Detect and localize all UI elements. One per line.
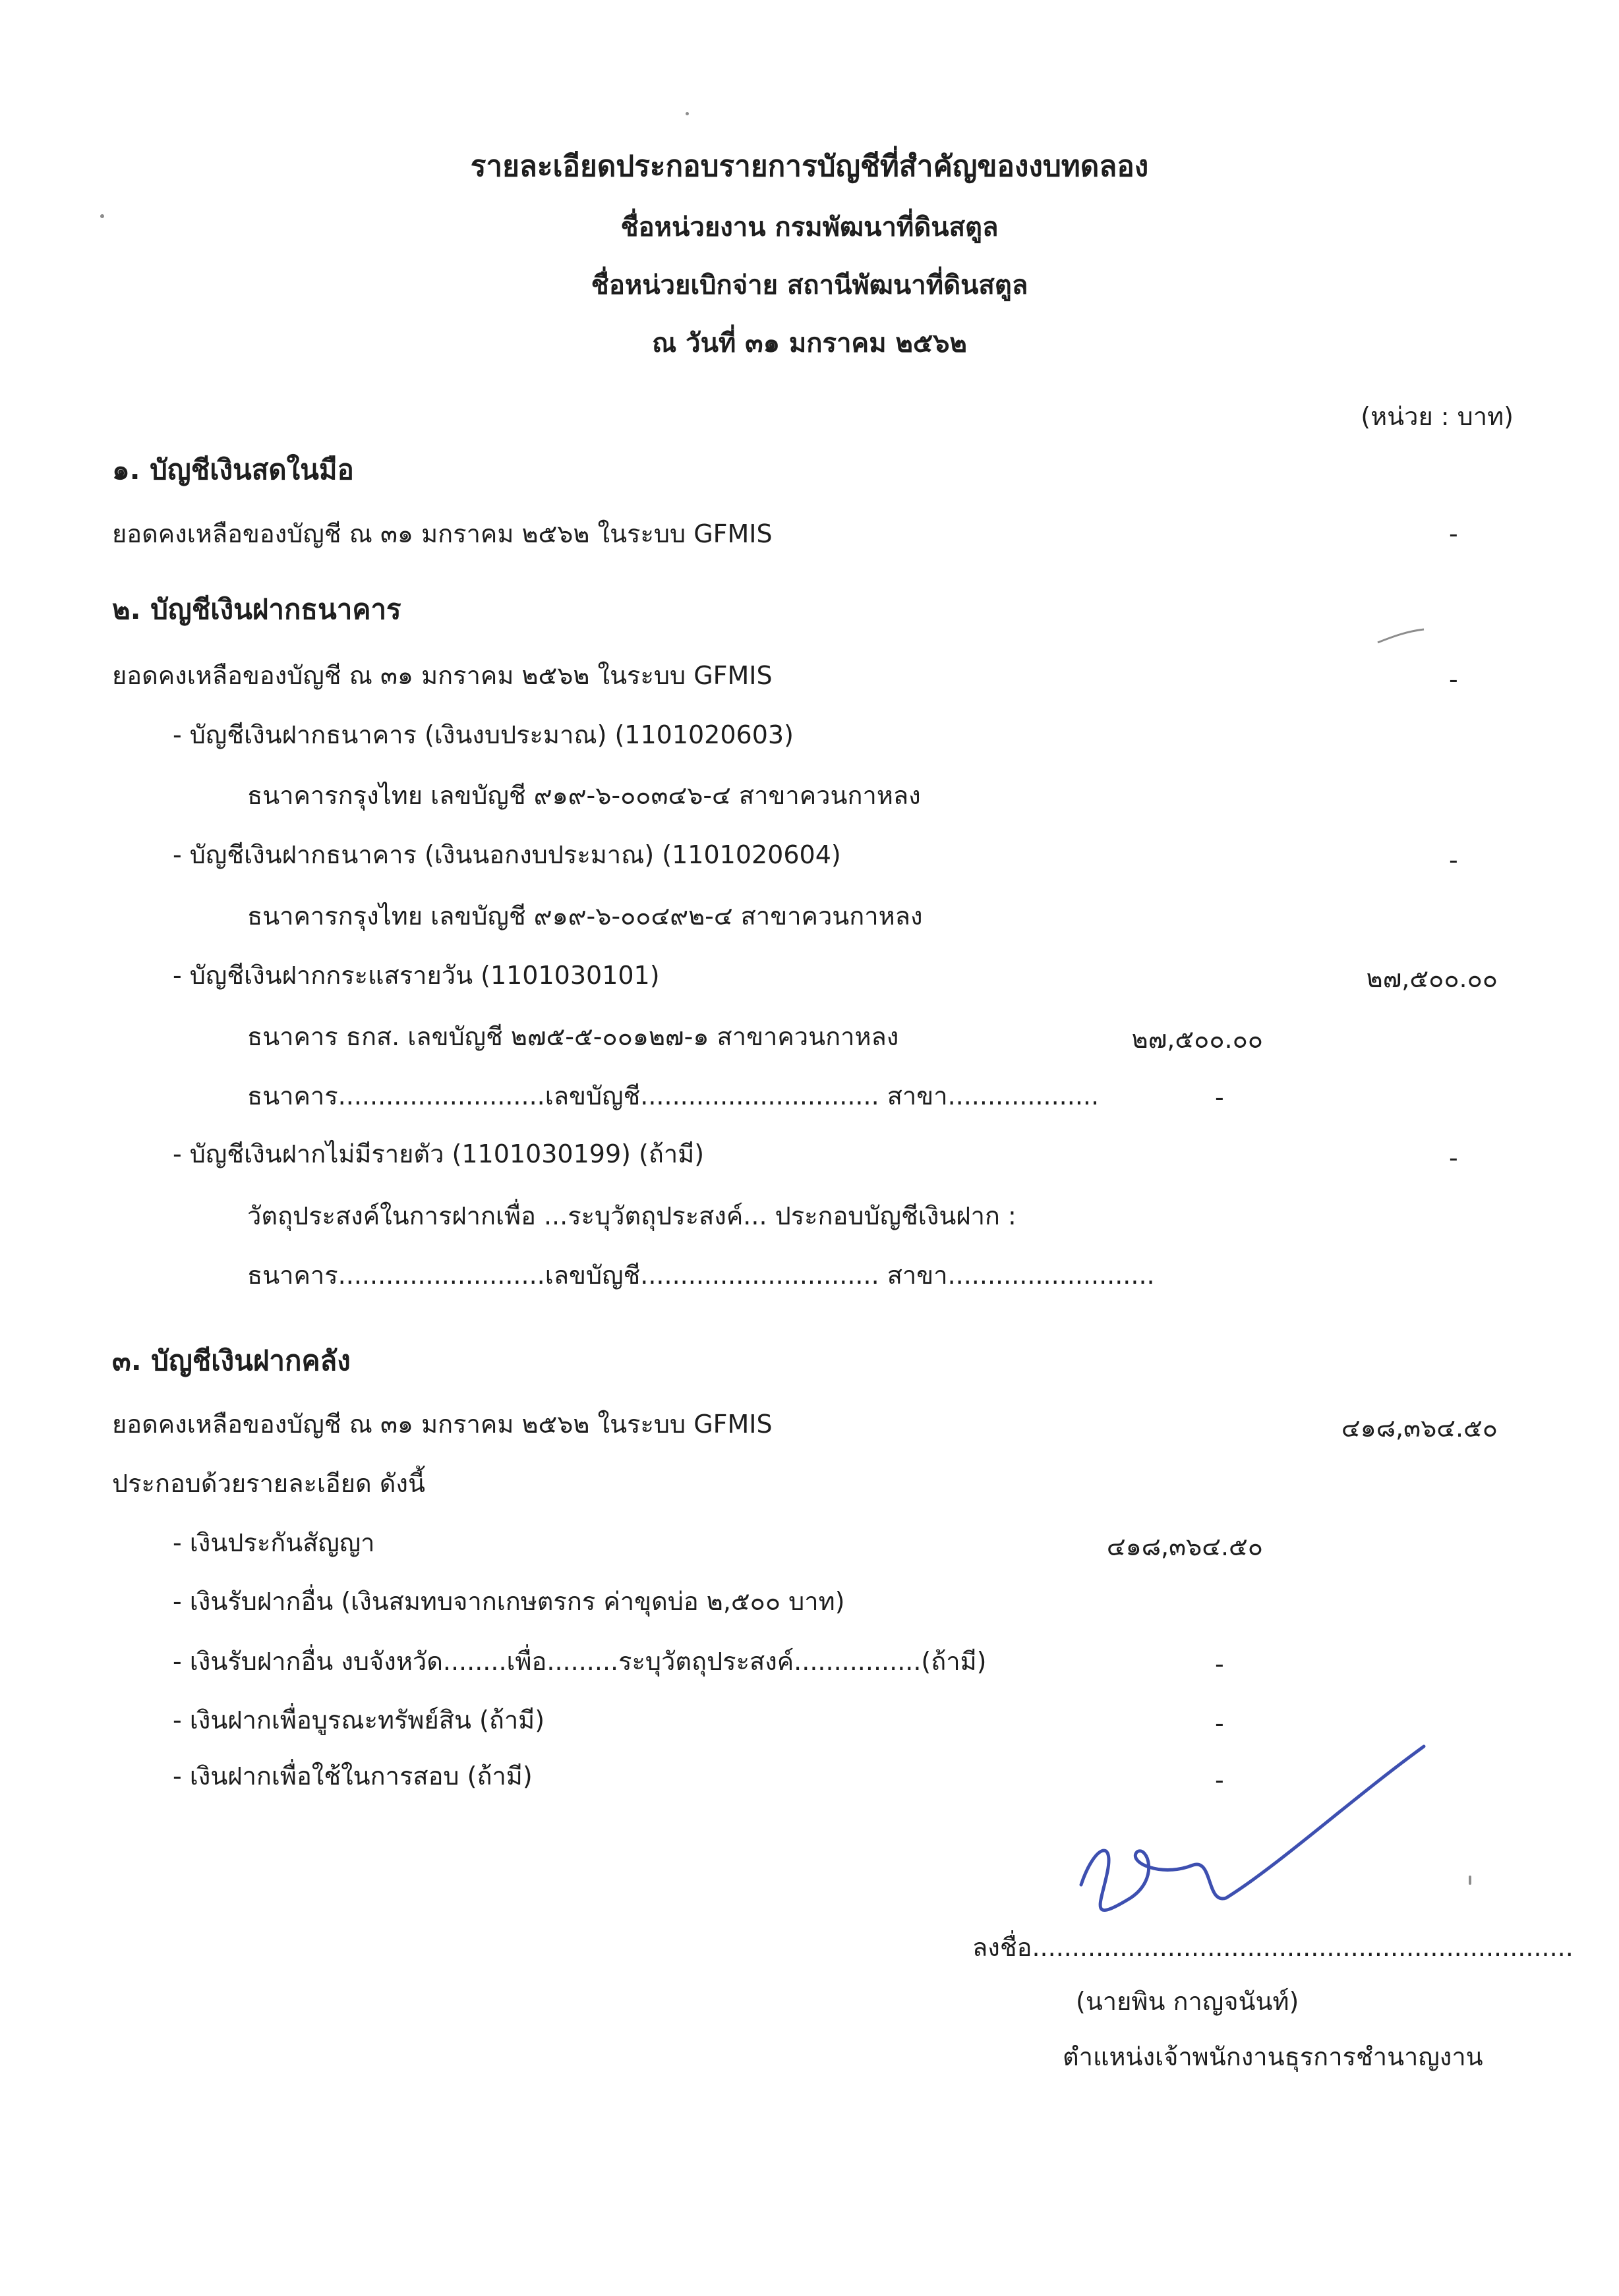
section3-item-province-deposit-label: - เงินรับฝากอื่น งบจังหวัด........เพื่อ.........ระบุวัตถุประสงค์................(ถ้ามี) (173, 1647, 987, 1676)
section2-item1-detail: ธนาคารกรุงไทย เลขบัญชี ๙๑๙-๖-๐๐๓๔๖-๔ สาขาควนกาหลง (247, 781, 921, 810)
section2-item4-label: - บัญชีเงินฝากไม่มีรายตัว (1101030199) (ถ้ามี) (173, 1139, 705, 1168)
section3-heading: ๓. บัญชีเงินฝากคลัง (112, 1344, 351, 1377)
section2-item4-value: - (1449, 1143, 1458, 1172)
section3-item-exam-value: - (1215, 1765, 1224, 1794)
scan-speck (1469, 1876, 1471, 1885)
section2-item3-label: - บัญชีเงินฝากกระแสรายวัน (1101030101) (173, 961, 660, 990)
scan-speck (686, 112, 689, 115)
section2-item4-purpose: วัตถุประสงค์ในการฝากเพื่อ ...ระบุวัตถุประสงค์... ประกอบบัญชีเงินฝาก : (247, 1201, 1016, 1230)
signer-position: ตำแหน่งเจ้าพนักงานธุรการชำนาญงาน (1063, 2042, 1483, 2071)
section3-item-guarantee-value: ๔๑๘,๓๖๔.๕๐ (1106, 1532, 1263, 1561)
section3-item-province-deposit-value: - (1215, 1650, 1224, 1679)
agency-name: ชื่อหน่วยงาน กรมพัฒนาที่ดินสตูล (620, 212, 999, 243)
section2-item3-detail: ธนาคาร ธกส. เลขบัญชี ๒๗๕-๕-๐๐๑๒๗-๑ สาขาควนกาหลง (247, 1022, 899, 1051)
section2-item3-blank-value: - (1215, 1083, 1224, 1112)
section3-balance-value: ๔๑๘,๓๖๔.๕๐ (1341, 1414, 1498, 1443)
signer-name: (นายพิน กาญจนันท์) (1076, 1987, 1299, 2016)
section3-item-guarantee-label: - เงินประกันสัญญา (173, 1528, 375, 1557)
section2-balance-value: - (1449, 665, 1458, 694)
section1-heading: ๑. บัญชีเงินสดในมือ (112, 453, 354, 486)
handwritten-signature (1068, 1733, 1437, 1931)
report-date: ณ วันที่ ๓๑ มกราคม ๒๕๖๒ (652, 328, 967, 359)
section2-item2-detail: ธนาคารกรุงไทย เลขบัญชี ๙๑๙-๖-๐๐๔๙๒-๔ สาขาควนกาหลง (247, 902, 923, 931)
section3-item-restoration-label: - เงินฝากเพื่อบูรณะทรัพย์สิน (ถ้ามี) (173, 1706, 545, 1735)
section2-item2-label: - บัญชีเงินฝากธนาคาร (เงินนอกงบประมาณ) (1101020604) (173, 840, 841, 869)
section1-balance-label: ยอดคงเหลือของบัญชี ณ ๓๑ มกราคม ๒๕๖๒ ในระบบ GFMIS (112, 519, 773, 548)
section3-item-exam-label: - เงินฝากเพื่อใช้ในการสอบ (ถ้ามี) (173, 1762, 533, 1791)
document-title: รายละเอียดประกอบรายการบัญชีที่สำคัญของงบทดลอง (470, 150, 1149, 183)
unit-label: (หน่วย : บาท) (1361, 402, 1514, 431)
section2-item3-blank-line: ธนาคาร..........................เลขบัญชี.............................. สาขา................... (247, 1081, 1100, 1110)
section2-item2-value: - (1449, 846, 1458, 875)
section2-item3-detail-value: ๒๗,๕๐๐.๐๐ (1131, 1025, 1263, 1054)
signature-line: ลงชื่อ.................................................................... (972, 1933, 1574, 1962)
section2-item4-blank-line: ธนาคาร..........................เลขบัญชี.............................. สาขา.......................... (247, 1261, 1155, 1290)
section2-balance-label: ยอดคงเหลือของบัญชี ณ ๓๑ มกราคม ๒๕๖๒ ในระบบ GFMIS (112, 661, 773, 690)
section3-item-farmer-deposit-label: - เงินรับฝากอื่น (เงินสมทบจากเกษตรกร ค่าขุดบ่อ ๒,๕๐๐ บาท) (173, 1587, 845, 1616)
pen-mark (1374, 626, 1427, 646)
section2-item3-value: ๒๗,๕๐๐.๐๐ (1366, 964, 1498, 993)
section3-consists-of: ประกอบด้วยรายละเอียด ดังนี้ (112, 1469, 425, 1498)
section2-item1-label: - บัญชีเงินฝากธนาคาร (เงินงบประมาณ) (1101020603) (173, 720, 794, 749)
section3-item-restoration-value: - (1215, 1709, 1224, 1738)
section2-heading: ๒. บัญชีเงินฝากธนาคาร (112, 593, 401, 625)
scan-speck (100, 214, 104, 218)
section1-balance-value: - (1449, 519, 1458, 548)
disbursing-unit-name: ชื่อหน่วยเบิกจ่าย สถานีพัฒนาที่ดินสตูล (591, 270, 1028, 301)
section3-balance-label: ยอดคงเหลือของบัญชี ณ ๓๑ มกราคม ๒๕๖๒ ในระบบ GFMIS (112, 1410, 773, 1439)
